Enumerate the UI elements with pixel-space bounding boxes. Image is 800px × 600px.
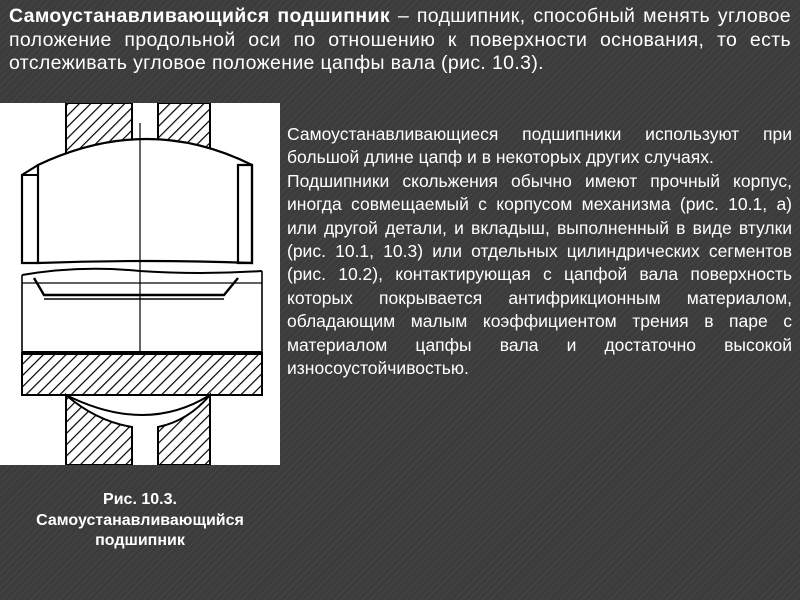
liner-cup [34, 278, 238, 295]
contact-line [22, 269, 262, 275]
bearing-drawing [0, 103, 280, 465]
heading-definition: – подшипник, способный менять угловое положение продольной оси по отношению к поверхности основания, то есть отслеживать угловое положение цапфы вала (рис. 10.3). [9, 5, 791, 74]
bushing-body [38, 139, 252, 263]
caption-number: Рис. 10.3. [103, 491, 177, 508]
caption-title-line2: подшипник [95, 532, 185, 549]
figure-caption [0, 490, 280, 552]
bushing-lower-strip [22, 353, 262, 395]
caption-title-line1: Самоустанавливающийся [36, 511, 244, 529]
body-paragraph-1: Самоустанавливающиеся подшипники используют при большой длине цапф и в некоторых других случаях. [287, 124, 792, 168]
body-text [287, 123, 792, 380]
body-paragraph-2: Подшипники скольжения обычно имеют прочный корпус, иногда совмещаемый с корпусом механизма (рис. 10.1, а) или другой детали, и вкладыш, выполненный в виде втулки (рис. 10.1, 10.3) или отдельных цилиндрических сегментов (рис. 10.2), контактирующая с цапфой вала поверхность которых покрывается антифрикционным материалом, обладающим малым коэффициентом трения в паре с материалом цапфы вала и достаточно высокой износоустойчивостью. [287, 170, 792, 379]
heading-term: Самоустанавливающийся подшипник [9, 5, 390, 27]
slide-heading [9, 5, 791, 76]
bushing-left-lip [22, 165, 38, 263]
bearing-figure [0, 103, 280, 465]
